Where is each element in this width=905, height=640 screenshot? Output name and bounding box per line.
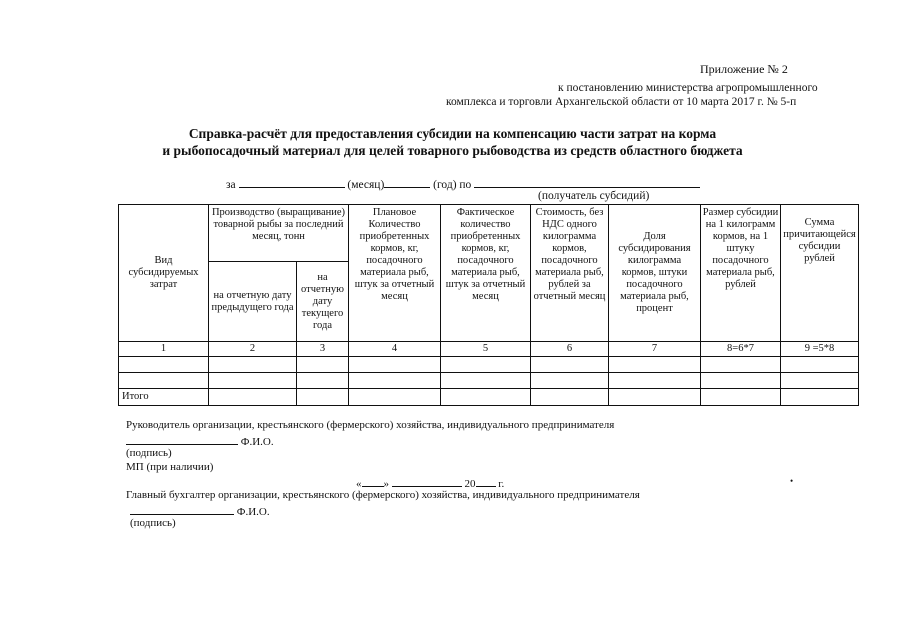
- table-cell: [349, 389, 441, 406]
- header-prod-prev: на отчетную дату предыдущего года: [209, 262, 297, 342]
- period-month-label: (месяц): [347, 179, 385, 191]
- table-cell: [781, 389, 859, 406]
- column-number: 3: [297, 342, 349, 357]
- table-header-row-1: [119, 205, 859, 262]
- head-fio-label: Ф.И.О.: [240, 436, 274, 448]
- column-number: 4: [349, 342, 441, 357]
- table-cell: [119, 373, 209, 389]
- header-production: Производство (выращивание) товарной рыбы за последний месяц, тонн: [209, 205, 349, 262]
- accountant-signature-caption: (подпись): [130, 517, 176, 529]
- head-of-organization-text: Руководитель организации, крестьянского (фермерского) хозяйства, индивидуального предпринимателя: [126, 419, 615, 431]
- date-year-prefix: 20: [464, 478, 476, 490]
- accountant-name-blank: [130, 503, 234, 515]
- table-cell: [209, 373, 297, 389]
- table-cell: [441, 389, 531, 406]
- date-close-quote: »: [383, 478, 389, 490]
- period-year-label: (год): [433, 179, 457, 191]
- table-cell: [531, 373, 609, 389]
- column-number: 9 =5*8: [781, 342, 859, 357]
- column-number: 7: [609, 342, 701, 357]
- table-cell: [701, 357, 781, 373]
- column-number: 1: [119, 342, 209, 357]
- table-cell: [119, 357, 209, 373]
- document-title-line2: и рыбопосадочный материал для целей товарного рыбоводства из средств областного бюджета: [162, 143, 743, 158]
- table-cell: [209, 357, 297, 373]
- table-cell: [609, 389, 701, 406]
- table-cell: [701, 373, 781, 389]
- period-po-label: по: [459, 179, 472, 191]
- column-number: 5: [441, 342, 531, 357]
- recipient-blank: [474, 176, 700, 188]
- appendix-resolution-line1: к постановлению министерства агропромышленного: [558, 82, 818, 94]
- appendix-number: Приложение № 2: [700, 62, 788, 76]
- date-month-blank: [392, 475, 462, 487]
- header-cost: Стоимость, без НДС одного килограмма кормов, посадочного материала рыб, рублей за отчетный месяц: [531, 205, 609, 342]
- appendix-resolution-line2: комплекса и торговли Архангельской области от 10 марта 2017 г. № 5-п: [446, 96, 797, 108]
- header-vid: Вид субсидируемых затрат: [119, 205, 209, 342]
- table-cell: [609, 373, 701, 389]
- date-year-blank: [476, 475, 496, 487]
- table-cell: [297, 389, 349, 406]
- document-title-line1: Справка-расчёт для предоставления субсидии на компенсацию части затрат на корма: [188, 126, 717, 141]
- column-number: 2: [209, 342, 297, 357]
- column-number: 8=6*7: [701, 342, 781, 357]
- table-cell: [609, 357, 701, 373]
- table-cell: [531, 357, 609, 373]
- header-sum: Сумма причитающейся субсидии рублей: [781, 205, 859, 342]
- table-cell: [701, 389, 781, 406]
- period-month-blank: [384, 176, 430, 188]
- stamp-label: МП (при наличии): [126, 461, 214, 473]
- total-row: [119, 389, 859, 406]
- total-label: Итого: [119, 389, 209, 406]
- head-signature-caption: (подпись): [126, 447, 172, 459]
- table-cell: [349, 357, 441, 373]
- table-cell: [349, 373, 441, 389]
- recipient-caption: (получатель субсидий): [538, 190, 650, 202]
- accountant-fio-label: Ф.И.О.: [236, 506, 270, 518]
- table-cell: [781, 373, 859, 389]
- table-row: [119, 373, 859, 389]
- period-from-blank: [239, 176, 345, 188]
- table-cell: [441, 373, 531, 389]
- header-rate: Размер субсидии на 1 килограмм кормов, на 1 штуку посадочного материала рыб, рублей: [701, 205, 781, 342]
- column-numbers-row: [119, 342, 859, 357]
- header-prod-curr: на отчетную дату текущего года: [297, 262, 349, 342]
- header-share: Доля субсидирования килограмма кормов, штуки посадочного материала рыб, процент: [609, 205, 701, 342]
- header-planned: Плановое Количество приобретенных кормов, кг, посадочного материала рыб, штук за отчетный месяц: [349, 205, 441, 342]
- table-cell: [209, 389, 297, 406]
- stray-mark: •: [790, 476, 794, 486]
- table-cell: [297, 357, 349, 373]
- table-row: [119, 357, 859, 373]
- head-name-blank: [126, 433, 238, 445]
- date-day-blank: [362, 475, 384, 487]
- table-cell: [441, 357, 531, 373]
- table-cell: [781, 357, 859, 373]
- chief-accountant-text: Главный бухгалтер организации, крестьянского (фермерского) хозяйства, индивидуального предпринимателя: [126, 489, 640, 501]
- table-cell: [297, 373, 349, 389]
- date-year-suffix: г.: [498, 478, 505, 490]
- column-number: 6: [531, 342, 609, 357]
- period-za-label: за: [226, 179, 236, 191]
- subsidy-calculation-table: [118, 204, 859, 406]
- header-actual: Фактическое количество приобретенных кормов, кг, посадочного материала рыб, штук за отчетный месяц: [441, 205, 531, 342]
- table-cell: [531, 389, 609, 406]
- date-open-quote: «: [356, 478, 362, 490]
